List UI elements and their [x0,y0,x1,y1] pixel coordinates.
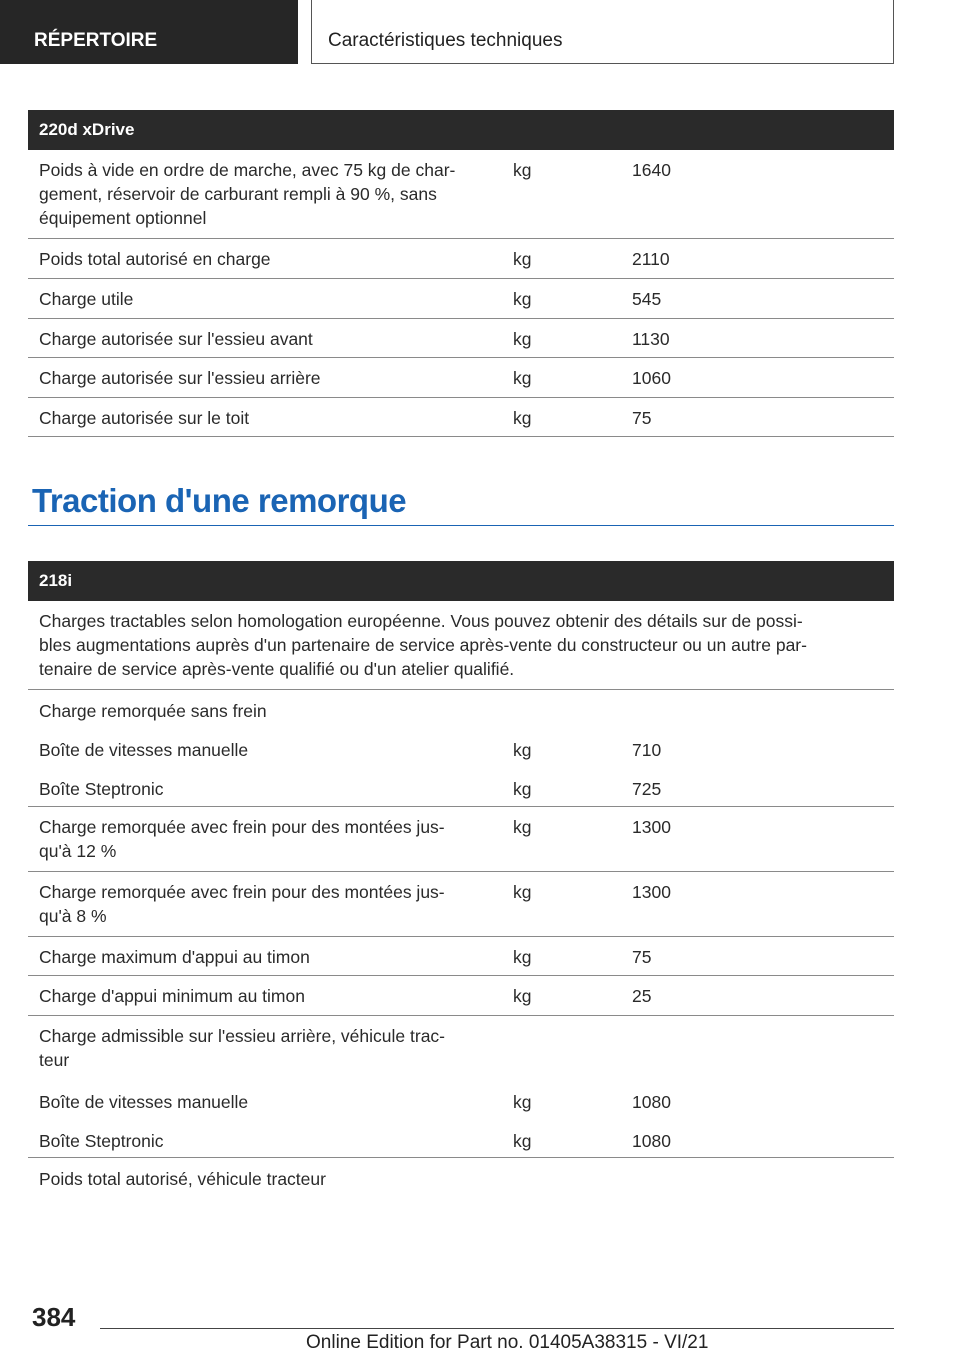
table-row [28,1158,894,1198]
table-row [28,150,894,239]
row-value: 75 [632,408,652,428]
table-row [28,768,894,807]
row-label: Charge d'appui minimum au timon [39,986,305,1006]
row-value: 1300 [632,882,671,902]
row-label: Charge admissible sur l'essieu arrière, véhicule trac- teur [39,1026,446,1070]
row-value: 1080 [632,1092,671,1112]
table-row [28,1119,894,1158]
table-row [28,937,894,976]
row-unit: kg [513,368,532,388]
row-unit: kg [513,817,532,837]
table-row [28,398,894,437]
row-unit: kg [513,986,532,1006]
row-value: 545 [632,289,662,309]
row-unit: kg [513,1092,532,1112]
edition-note: Online Edition for Part no. 01405A38315 - VI/21 [306,1332,709,1353]
row-label: Poids total autorisé en charge [39,249,271,269]
row-unit: kg [513,1131,532,1151]
section-tab: Caractéristiques techniques [311,0,894,64]
table-heading: 218i [28,561,894,601]
table-row [28,279,894,319]
table-row [28,1016,894,1080]
table-row [28,976,894,1016]
table-row [28,872,894,937]
table-row [28,690,894,729]
row-label: Charge remorquée avec frein pour des montées jus- qu'à 8 % [39,882,445,926]
row-label: Poids à vide en ordre de marche, avec 75 kg de char- gement, réservoir de carburant rempli à 90 %, sans équipement optionnel [39,160,456,228]
row-unit: kg [513,289,532,309]
table-row [28,729,894,768]
row-label: Poids total autorisé, véhicule tracteur [39,1169,326,1189]
table-row [28,1080,894,1119]
row-unit: kg [513,740,532,760]
table-heading: 220d xDrive [28,110,894,150]
row-value: 1080 [632,1131,671,1151]
row-label: Charge maximum d'appui au timon [39,947,310,967]
row-unit: kg [513,329,532,349]
table-row [28,601,894,690]
intro-text: Charges tractables selon homologation européenne. Vous pouvez obtenir des détails sur de possi- bles augmentations auprès d'un partenaire de service après-vente du constructeur ou un autre par- tenaire de service après-vente qualifié ou d'un atelier qualifié. [39,611,807,679]
row-label: Boîte Steptronic [39,779,164,799]
row-label: Charge utile [39,289,134,309]
row-unit: kg [513,408,532,428]
table-row [28,807,894,872]
row-label: Boîte de vitesses manuelle [39,740,249,760]
row-value: 2110 [632,249,670,269]
section-title: Traction d'une remorque [32,482,407,519]
table-row [28,319,894,358]
row-label: Charge autorisée sur l'essieu arrière [39,368,321,388]
towing-table [28,561,894,1198]
row-value: 1130 [632,329,670,349]
weights-table [28,110,894,437]
row-value: 25 [632,986,652,1006]
row-label: Charge remorquée sans frein [39,701,267,721]
table-row [28,239,894,279]
row-unit: kg [513,249,532,269]
row-unit: kg [513,160,532,180]
row-value: 75 [632,947,652,967]
row-unit: kg [513,947,532,967]
row-unit: kg [513,779,532,799]
row-label: Charge remorquée avec frein pour des montées jus- qu'à 12 % [39,817,445,861]
table-row [28,358,894,398]
index-tab[interactable]: RÉPERTOIRE [0,0,298,64]
row-unit: kg [513,882,532,902]
row-label: Boîte de vitesses manuelle [39,1092,249,1112]
row-value: 1060 [632,368,671,388]
row-label: Boîte Steptronic [39,1131,164,1151]
row-value: 710 [632,740,662,760]
footer-divider [100,1328,894,1329]
row-value: 1300 [632,817,671,837]
row-label: Charge autorisée sur le toit [39,408,250,428]
row-value: 725 [632,779,662,799]
row-label: Charge autorisée sur l'essieu avant [39,329,313,349]
row-value: 1640 [632,160,671,180]
page-number: 384 [32,1302,76,1332]
section-divider [28,525,894,526]
